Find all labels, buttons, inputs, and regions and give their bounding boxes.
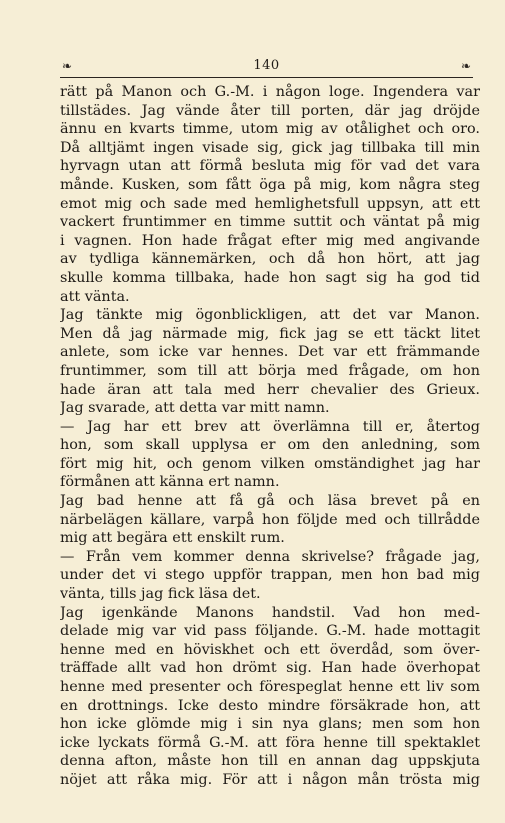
text-line: Då alltjämt ingen visade sig, gick jag tillbaka till min — [60, 139, 480, 156]
text-line: Jag igenkände Manons handstil. Vad hon med- — [60, 604, 480, 621]
text-line: rätt på Manon och G.-M. i någon loge. Ingendera var — [60, 84, 480, 100]
text-line: träffade allt vad hon drömt sig. Han hade överhopat — [60, 660, 480, 677]
text-line: att vänta. — [60, 288, 130, 305]
text-line: i vagnen. Hon hade frågat efter mig med angivande — [60, 232, 480, 249]
text-line: vackert fruntimmer en timme suttit och väntat på mig — [60, 214, 480, 231]
text-line: — Jag har ett brev att överlämna till er, återtog — [60, 418, 480, 435]
text-line: hon, som skall upplysa er om den anledning, som — [60, 437, 480, 454]
text-line: Jag bad henne att få gå och läsa brevet på en — [60, 493, 480, 510]
header-rule — [60, 77, 473, 78]
page-number: 140 — [253, 58, 280, 73]
ornament-left-icon: ❧ — [62, 59, 73, 73]
ornament-right-icon: ❧ — [460, 59, 471, 73]
text-line: ännu en kvarts timme, utom mig av otålighet och oro. — [60, 121, 480, 138]
text-line: henne med presenter och förespeglat henne ett liv som — [60, 679, 480, 695]
text-line: icke lyckats förmå G.-M. att föra henne till spektaklet — [60, 734, 480, 751]
text-line: hyrvagn utan att förmå besluta mig för vad det vara — [60, 158, 480, 175]
text-line: av tydliga kännemärken, och då hon hört, att jag — [60, 251, 480, 268]
text-body — [60, 83, 480, 790]
text-line: tillstädes. Jag vände åter till porten, där jag dröjde — [60, 102, 480, 119]
text-line: hon icke glömde mig i sin nya glans; men som hon — [60, 716, 480, 733]
text-line: Jag svarade, att detta var mitt namn. — [60, 400, 330, 417]
text-line: emot mig och sade med hemlighetsfull uppsyn, att ett — [60, 195, 480, 212]
text-line: denna afton, måste hon till en annan dag uppskjuta — [60, 753, 480, 770]
text-line: närbelägen källare, varpå hon följde med och tillrådde — [60, 511, 480, 528]
text-line: fört mig hit, och genom vilken omständighet jag har — [60, 455, 480, 472]
text-line: — Från vem kommer denna skrivelse? frågade jag, — [60, 548, 480, 565]
text-line: vänta, tills jag fick läsa det. — [60, 586, 261, 603]
text-line: förmånen att känna ert namn. — [60, 474, 280, 491]
text-line: hade äran att tala med herr chevalier des Grieux. — [60, 381, 480, 398]
text-line: Men då jag närmade mig, fick jag se ett täckt litet — [60, 325, 480, 342]
text-line: Jag tänkte mig ögonblickligen, att det var Manon. — [60, 307, 480, 324]
text-line: månde. Kusken, som fått öga på mig, kom några steg — [60, 176, 480, 193]
text-line: mig att begära ett enskilt rum. — [60, 530, 285, 547]
text-line: nöjet att råka mig. För att i någon mån trösta mig — [60, 771, 480, 788]
text-line: en drottnings. Icke desto mindre försäkrade hon, att — [60, 697, 480, 714]
text-line: delade mig var vid pass följande. G.-M. hade mottagit — [60, 623, 480, 640]
running-header — [60, 56, 473, 78]
text-line: fruntimmer, som till att börja med frågade, om hon — [60, 362, 480, 379]
text-line: anlete, som icke var hennes. Det var ett främmande — [60, 344, 480, 361]
text-line: henne med en höviskhet och ett överdåd, som över- — [60, 641, 480, 658]
text-line: under det vi stego uppför trappan, men hon bad mig — [60, 567, 480, 584]
text-line: skulle komma tillbaka, hade hon sagt sig ha god tid — [60, 269, 480, 286]
